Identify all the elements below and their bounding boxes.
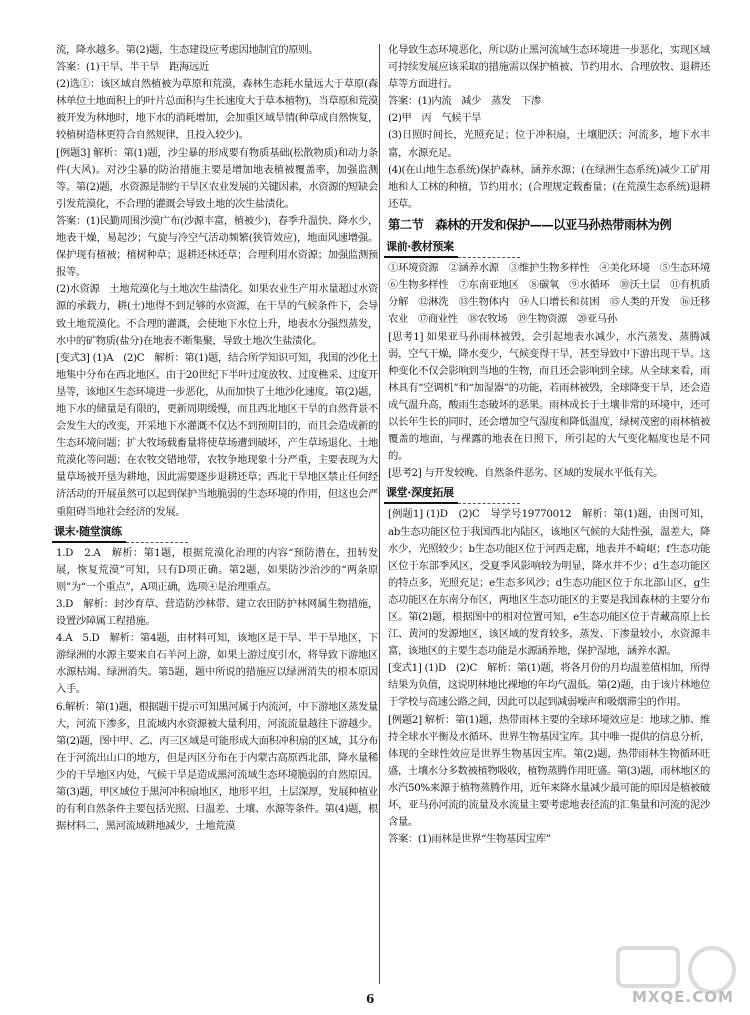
left-paragraph: 4.A 5.D 解析：第4题，由材料可知，该地区是干旱、半干旱地区，下游绿洲的水源主要来自石羊河上游，如果上游过度引水，将导致下游地区水源枯竭、绿洲消失。第5题，题中所说的措施应以绿洲消失的根本原因入手。 — [56, 632, 378, 696]
left-paragraph: 1.D 2.A 解析：第1题，根据荒漠化治理的内容“预防潜在，扭转发展，恢复荒漠”可知，只有D项正确。第2题，如果防沙治沙的“两条原则”为“一个重点”，A项正确，选项④是治理重点。 — [56, 546, 378, 593]
left-paragraph: 答案：(1)民勤周围沙漠广布(沙源丰富，植被少)，春季升温快、降水少，地表干燥，易起沙；气旋与冷空气活动频繁(狭管效应)，地面风速增强。保护现有植被；植树种草；退耕还林还草；合理利用水资源；加强监测预报等。 — [56, 214, 378, 279]
right-end-paragraph: [例题1] (1)D (2)C 导学号19770012 解析：第(1)题，由图可知，ab生态功能区位于我国西北内陆区，该地区气候的大陆性强，温差大，降水少，光照较少；b生态功能区位于河西走廊，地表并不崎岖；f生态功能区位于东部季风区，受夏季风影响较为明显，降水并不少；d生态功能区的特点多，光照充足；e生态多风沙；d生态功能区位于东北部山区，g生态功能区在东南分布区，两地区生态功能区的主要是我国森林的主要分布区。第(2)题，根据图中的相对位置可知，e生态功能区位于青藏高原上长江、黄河的发源地区，该区域的发育较多，蒸发、下渗量较小，水资源丰富，该地区的主要生态功能是水源涵养地，保护湿地，涵养水源。 — [388, 508, 710, 658]
right-bottom-paragraph: [思考1] 如果亚马孙雨林被毁，会引起地表水减少，水汽蒸发、蒸腾减弱，空气干燥，降水变少，气候变得干旱，甚至导致中下游出现干旱。这种变化不仅会影响到当地的生物，而且还会影响到全球。从全球来看，雨林具有“空调机”和“加湿器”的功能，若雨林被毁，全球降变干旱，还会造成气温升高，酸雨生态破坏的恶果。雨林成长于土壤非常的环境中，还可以长年生长的同时，还会增加空气湿度和降低温度，绿树茂密的雨林植被覆盖的地面，与裸露的地表在日照下，所引起的大气变化幅度也是不同的。 — [388, 330, 710, 463]
right-column — [386, 42, 720, 848]
right-column-end — [388, 506, 710, 848]
right-top-paragraph: 化导致生态环境恶化，所以防止黑河流域生态环境进一步恶化，实现区域可持续发展应该采取的措施需以保护植被、节约用水、合理放牧、退耕还草等方面进行。 — [388, 44, 710, 91]
left-paragraph: (2)水资源 土地荒漠化与土地次生盐渍化。如果农业生产用水量超过水资源的承载力，耕(土)地得不到足够的水资源，在干旱的气候条件下，会导致土地荒漠化。不合理的灌溉，会使地下水位上升，地表水分强烈蒸发，水中的矿物质(盐分)在地表不断集聚，导致土地次生盐渍化。 — [56, 283, 378, 347]
left-paragraph: 6.解析：第(1)题，根据题干提示可知黑河属于内流河，中下游地区蒸发量大，河流下渗多，且流域内水资源被大量利用，河流流量越往下游越少。第(2)题，图中甲、乙、丙三区域是可能形成大面积冲积扇的区域，其分布在于河流出山口的地方，但是丙区分布在于内蒙古高原西北部，降水量稀少的干旱地区内处，气候干旱是造成黑河流域生态环境脆弱的自然原因。第(3)题，甲区域位于黑河冲积扇地区，地形平坦，土层深厚，发展种植业的有利自然条件主要包括光照、日温差、土壤、水源等条件。第(4)题，根据材料二，黑河流域耕地减少，土地荒漠 — [56, 700, 378, 833]
left-column — [56, 42, 378, 835]
left-paragraph: 答案：(1)干旱、半干旱 距海远近 — [56, 61, 209, 74]
page-number: 6 — [366, 992, 375, 1006]
right-end-paragraph: 答案：(1)雨林是世界“生物基因宝库” — [388, 833, 551, 846]
left-paragraph: 课末·随堂演练 — [52, 523, 126, 543]
right-end-paragraph: [变式1] (1)D (2)C 解析：第(1)题，将各月份的月均温差值相加，所得结果为负值，这说明林地比裸地的年均气温低。第(2)题，由于该片林地位于学校与高速公路之间，因此可以起到减弱噪声和吸烟滞尘的作用。 — [388, 662, 710, 709]
left-paragraph: (2)选①：该区域自然植被为草原和荒漠，森林生态耗水量远大于草原(森林单位土地面积上的叶片总面积与生长速度大于草本植物)，当草原和荒漠被开发为林地时，地下水的消耗增加，会加重区域旱情(种草成自然恢复，较植树造林更符合自然规律，且投入较少)。 — [56, 78, 378, 142]
right-end-paragraph: [例题2] 解析：第(1)题，热带雨林主要的全球环境效应是：地球之肺、维持全球水平衡及水循环、世界生物基因宝库。其中唯一提供的信息分析，体现的全球性效应是世界生物基因宝库。第(2)题，热带雨林生物循环旺盛，土壤水分多数被植物吸收，植物蒸腾作用旺盛。第(3)题，雨林地区的水汽50%来源于植物蒸腾作用，近年来降水量减少最可能的原因是植被破坏，亚马孙河流的流量及水流量主要考虑地表径流的汇集量和河流的泥沙含量。 — [388, 713, 710, 829]
left-paragraph: 3.D 解析：封沙育草、营造防沙林带、建立农田防护林网属生物措施，设置沙障属工程措施。 — [56, 598, 378, 628]
right-top-paragraph: (4)(在山地生态系统)保护森林，涵养水源；(在绿洲生态系统)减少工矿用地和人工林的种植，节约用水；(合理规定载畜量；(在荒漠生态系统)退耕还草。 — [388, 163, 710, 210]
pre-class-label: 课前·教材预案 — [384, 238, 458, 258]
section-title: 第二节 森林的开发和保护——以亚马孙热带雨林为例 — [388, 217, 672, 232]
right-top-paragraph: (2)甲 丙 气候干旱 — [388, 112, 482, 125]
right-top-paragraph: (3)日照时间长，光照充足；位于冲积扇，土壤肥沃；河流多，地下水丰富，水源充足。 — [388, 129, 710, 159]
right-column-top — [388, 42, 710, 213]
right-top-paragraph: 答案：(1)内流 减少 蒸发 下渗 — [388, 95, 541, 108]
left-paragraph: 流，降水越多。第(2)题，生态建设应考虑因地制宜的原则。 — [56, 44, 319, 56]
watermark-text: MXQE.COM — [632, 988, 734, 1006]
column-divider — [379, 44, 380, 984]
left-paragraph: [变式3] (1)A (2)C 解析：第(1)题，结合所学知识可知，我国的沙化土地集中分布在西北地区。由于20世纪下半叶过度放牧、过度樵采、过度开垦等，该地区生态环境进一步恶化，从而加快了土地沙化速度。第(2)题，地下水的储量是有限的，更新周期缓慢，而且西北地区干旱的自然背景不会发生大的改变，开采地下水灌溉不仅达不到预期目的，而且会造成新的生态环境问题；扩大牧场载畜量将使草场遭到破坏，产生草场退化、土地荒漠化等问题；在农牧交错地带，农牧争地现象十分严重，主要表现为大量草场被开垦为耕地，因此需要逐步退耕还草；西北干旱地区禁止任何经济活动的开展虽然可以起到保护当地脆弱的生态环境的作用，但这也会严重阻碍当地社会经济的发展。 — [56, 351, 378, 518]
class-label: 课堂·深度拓展 — [384, 484, 458, 504]
right-column-bottom — [388, 260, 720, 482]
left-paragraph: [例题3] 解析：第(1)题，沙尘暴的形成要有物质基础(松散物质)和动力条件(大风)。对沙尘暴的防治措施主要是增加地表植被覆盖率，加强监测等。第(2)题，水资源是制约干旱区农业发展的关键因素，水资源的短缺会引发荒漠化，不合理的灌溉会导致土地的次生盐渍化。 — [56, 146, 378, 210]
right-bottom-paragraph: ①环境资源 ②涵养水源 ③维护生物多样性 ④美化环境 ⑤生态环境 ⑥生物多样性 ⑦东南亚地区 ⑧碳氧 ⑨水循环 ⑩沃土层 ⑪有机质分解 ⑫淋洗 ⑬生物体内 ⑭人口增长和贫困 ⑮人类的开发 ⑯迁移农业 ⑰商业性 ⑱农牧场 ⑲生物资源 ⑳亚马孙 — [388, 262, 720, 326]
right-bottom-paragraph: [思考2] 与开发较晚、自然条件恶劣、区域的发展水平低有关。 — [388, 467, 664, 480]
